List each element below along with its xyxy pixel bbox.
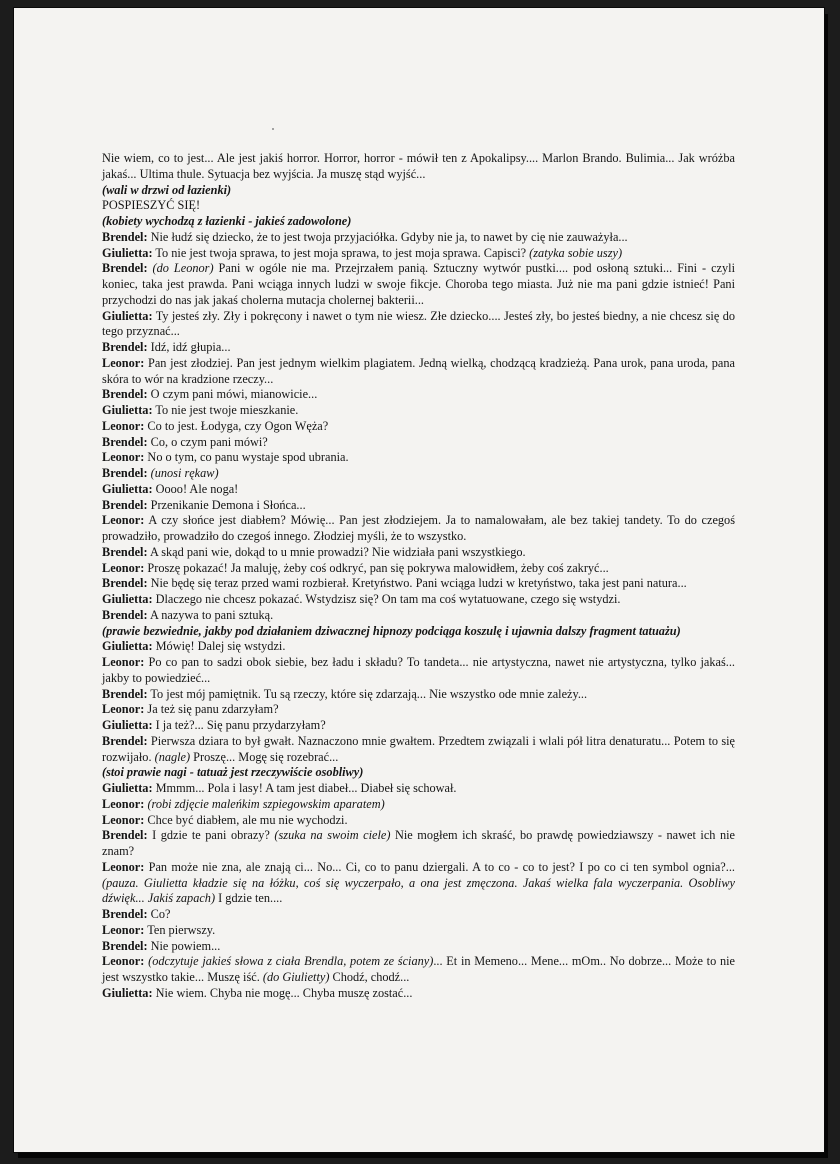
dialogue-line [102, 608, 735, 624]
speaker-name: Leonor: [102, 859, 145, 874]
speaker-name: Giulietta: [102, 781, 153, 795]
dialogue-line [102, 498, 735, 514]
line-text: To jest mój pamiętnik. Tu są rzeczy, które się zdarzają... Nie wszystko ode mnie zależy... [147, 686, 588, 701]
speaker-name: Leonor: [102, 796, 145, 811]
line-text: ... Et in Memeno... Mene... mOm.. No dobrze... Może to nie jest wszystko takie... Muszę iść. [102, 954, 735, 984]
direction-text: (wali w drzwi od łazienki) [102, 182, 232, 197]
line-text: Chodź, chodź... [329, 970, 410, 984]
line-text: Co, o czym pani mówi? [147, 434, 268, 449]
direction-text: (robi zdjęcie maleńkim szpiegowskim aparatem) [147, 796, 385, 811]
direction-text: (unosi rękaw) [150, 466, 219, 480]
line-text: Pani w ogóle nie ma. Przejrzałem panią. Sztuczny wytwór pustki.... pod osłoną sztuki... Fini - czyli koniec, taka jest prawda. Pani wciąga innych ludzi w swoje fikcje. Choroba tego miasta. Już nie ma pani gdzie istnieć! Pani przychodzi do nas jak jakaś cholerna mutacja cholernej bakterii... [102, 261, 735, 307]
dialogue-line [102, 482, 735, 498]
dialogue-line [102, 923, 735, 939]
line-text: Ja też się panu zdarzyłam? [144, 702, 279, 717]
dialogue-line [102, 246, 735, 262]
line-text: Mmmm... Pola i lasy! A tam jest diabeł... Diabeł się schował. [152, 781, 457, 795]
dialogue-line [102, 813, 735, 829]
line-text: Dlaczego nie chcesz pokazać. Wstydzisz się? On tam ma coś wytatuowane, czego się wstydzi. [152, 592, 621, 606]
line-text: Nie wiem, co to jest... Ale jest jakiś horror. Horror, horror - mówił ten z Apokalipsy.... Marlon Brando. Bulimia... Jak wróżba jakaś... Ultima thule. Sytuacja bez wyjścia. Ja muszę stąd wyjść... [102, 151, 735, 181]
speaker-name: Brendel: [102, 686, 148, 701]
direction-text: (kobiety wychodzą z łazienki - jakieś zadowolone) [102, 214, 352, 228]
dialogue-line [102, 781, 735, 797]
line-text: Ten pierwszy. [144, 922, 216, 937]
speaker-name: Brendel: [102, 938, 148, 953]
line-text: To nie jest twoje mieszkanie. [152, 403, 299, 417]
speaker-name: Giulietta: [102, 985, 153, 1000]
dialogue-line [102, 466, 735, 482]
line-text: Chce być diabłem, ale mu nie wychodzi. [144, 812, 348, 827]
stage-direction [102, 214, 735, 230]
speaker-name: Giulietta: [102, 481, 153, 496]
line-text: I gdzie ten.... [215, 891, 283, 906]
line-text: No o tym, co panu wystaje spod ubrania. [144, 450, 349, 465]
speaker-name: Giulietta: [102, 308, 153, 323]
speaker-name: Brendel: [102, 434, 148, 449]
dialogue-line [102, 309, 735, 341]
line-text: Nie będę się teraz przed wami rozbierał. Kretyństwo. Pani wciąga ludzi w kretyństwo, taka jest pani natura... [147, 576, 687, 591]
speaker-name: Leonor: [102, 560, 145, 575]
speaker-name: Brendel: [102, 387, 148, 402]
dialogue-line [102, 403, 735, 419]
direction-text: (do Giulietty) [262, 970, 330, 984]
speaker-name: Leonor: [102, 702, 145, 717]
speaker-name: Brendel: [102, 607, 148, 622]
direction-text: (odczytuje jakieś słowa z ciała Brendla, potem ze ściany) [148, 954, 434, 969]
stage-direction [102, 765, 735, 781]
dialogue-line [102, 687, 735, 703]
speaker-name: Giulietta: [102, 403, 153, 417]
line-text: Co to jest. Łodyga, czy Ogon Węża? [144, 418, 329, 433]
speaker-name: Leonor: [102, 418, 145, 433]
line-text: Pan jest złodziej. Pan jest jednym wielkim plagiatem. Jedną wielką, chodzącą kradzieżą. Pana urok, pana uroda, pana skóra to wór na kradzione rzeczy... [102, 355, 735, 386]
text-line [102, 151, 735, 183]
speaker-name: Leonor: [102, 513, 145, 528]
direction-text: (zatyka sobie uszy) [529, 245, 623, 260]
document-page [14, 8, 824, 1152]
dialogue-line [102, 828, 735, 860]
speck-mark [272, 128, 274, 130]
dialogue-line [102, 340, 735, 356]
dialogue-line [102, 655, 735, 687]
dialogue-line [102, 435, 735, 451]
speaker-name: Giulietta: [102, 718, 153, 732]
speaker-name: Leonor: [102, 450, 145, 465]
line-text: Pierwsza dziara to był gwałt. Naznaczono mnie gwałtem. Przedtem związali i wlali pół litra denaturatu... Potem to się rozwijało. [102, 733, 735, 764]
line-text: Idź, idź głupia... [147, 340, 231, 354]
speaker-name: Brendel: [102, 466, 148, 480]
speaker-name: Brendel: [102, 828, 148, 843]
line-text: Proszę... Mogę się rozebrać... [190, 749, 339, 764]
line-text: I gdzie te pani obrazy? [147, 828, 275, 843]
dialogue-line [102, 986, 735, 1002]
dialogue-line [102, 939, 735, 955]
text-line [102, 198, 735, 214]
speaker-name: Brendel: [102, 497, 148, 512]
line-text: Co? [147, 907, 171, 921]
dialogue-line [102, 356, 735, 388]
dialogue-line [102, 545, 735, 561]
line-text: O czym pani mówi, mianowicie... [147, 387, 318, 402]
speaker-name: Giulietta: [102, 245, 153, 260]
speaker-name: Leonor: [102, 355, 145, 370]
speaker-name: Brendel: [102, 261, 148, 276]
dialogue-line [102, 860, 735, 907]
stage-direction [102, 624, 735, 640]
line-text: Po co pan to sadzi obok siebie, bez ładu i składu? To tandeta... nie artystyczna, nawet nie artystyczna, tylko jakaś... jakby to powiedzieć... [102, 655, 735, 685]
dialogue-line [102, 907, 735, 923]
speaker-name: Brendel: [102, 907, 148, 921]
stage-direction [102, 183, 735, 199]
dialogue-line [102, 419, 735, 435]
line-text: Ty jesteś zły. Zły i pokręcony i nawet o tym nie wiesz. Złe dziecko.... Jesteś zły, bo jesteś biedny, a nie chcesz się do tego przyznać... [102, 308, 735, 339]
dialogue-line [102, 513, 735, 545]
speaker-name: Brendel: [102, 229, 148, 244]
speaker-name: Giulietta: [102, 592, 153, 606]
dialogue-line [102, 718, 735, 734]
line-text: A nazywa to pani sztuką. [147, 607, 274, 622]
dialogue-line [102, 639, 735, 655]
direction-text: (szuka na swoim ciele) [274, 828, 391, 843]
line-text: Nie łudź się dziecko, że to jest twoja przyjaciółka. Gdyby nie ja, to nawet by cię nie zauważyła... [147, 229, 628, 244]
line-text: Przenikanie Demona i Słońca... [147, 497, 306, 512]
direction-text: (prawie bezwiednie, jakby pod działaniem dziwacznej hipnozy podciąga koszulę i ujawnia dalszy fragment tatuażu) [102, 623, 681, 638]
speaker-name: Brendel: [102, 340, 148, 354]
direction-text: (stoi prawie nagi - tatuaż jest rzeczywiście osobliwy) [102, 765, 364, 780]
line-text: Pan może nie zna, ale znają ci... No... Ci, co to panu dziergali. A to co - co to jest? I po co ci ten symbol ognia?... [144, 859, 735, 874]
speaker-name: Giulietta: [102, 639, 153, 654]
line-text: Oooo! Ale noga! [152, 481, 239, 496]
dialogue-line [102, 797, 735, 813]
direction-text: (pauza. Giulietta kładzie się na łóżku, coś się wyczerpało, a ona jest zmęczona. Jakaś wielka fala wyczerpania. Osobliwy dźwięk... Jakiś zapach) [102, 875, 735, 906]
dialogue-line [102, 702, 735, 718]
line-text: I ja też?... Się panu przydarzyłam? [152, 718, 326, 732]
direction-text: (nagle) [154, 749, 191, 764]
speaker-name: Leonor: [102, 954, 145, 969]
dialogue-line [102, 230, 735, 246]
dialogue-line [102, 734, 735, 766]
line-text: A czy słońce jest diabłem? Mówię... Pan jest złodziejem. Ja to namalowałam, ale bez takiej tandety. To do czegoś prowadziło, prowadziło do czegoś innego. Złodziej myśli, że to wszystko. [102, 513, 735, 543]
line-text: Nie mogłem ich skraść, bo prawdę powiedziawszy - nawet ich nie znam? [102, 828, 735, 858]
dialogue-line [102, 261, 735, 308]
line-text: To nie jest twoja sprawa, to jest moja sprawa, to jest moja sprawa. Capisci? [152, 245, 530, 260]
play-script-text [102, 151, 735, 1002]
line-text: A skąd pani wie, dokąd to u mnie prowadzi? Nie widziała pani wszystkiego. [147, 544, 526, 559]
line-text: Nie wiem. Chyba nie mogę... Chyba muszę zostać... [152, 985, 413, 1000]
speaker-name: Brendel: [102, 576, 148, 591]
line-text: POSPIESZYĆ SIĘ! [102, 198, 201, 213]
speaker-name: Leonor: [102, 922, 145, 937]
line-text: Proszę pokazać! Ja maluję, żeby coś odkryć, pan się pokrywa malowidłem, żeby coś zakryć... [144, 560, 609, 575]
speaker-name: Brendel: [102, 544, 148, 559]
dialogue-line [102, 561, 735, 577]
speaker-name: Brendel: [102, 733, 148, 748]
speaker-name: Leonor: [102, 655, 145, 669]
dialogue-line [102, 387, 735, 403]
dialogue-line [102, 576, 735, 592]
speaker-name: Leonor: [102, 812, 145, 827]
dialogue-line [102, 954, 735, 986]
direction-text: (do Leonor) [152, 261, 214, 276]
dialogue-line [102, 450, 735, 466]
dialogue-line [102, 592, 735, 608]
line-text: Mówię! Dalej się wstydzi. [152, 639, 286, 654]
line-text: Nie powiem... [147, 938, 221, 953]
